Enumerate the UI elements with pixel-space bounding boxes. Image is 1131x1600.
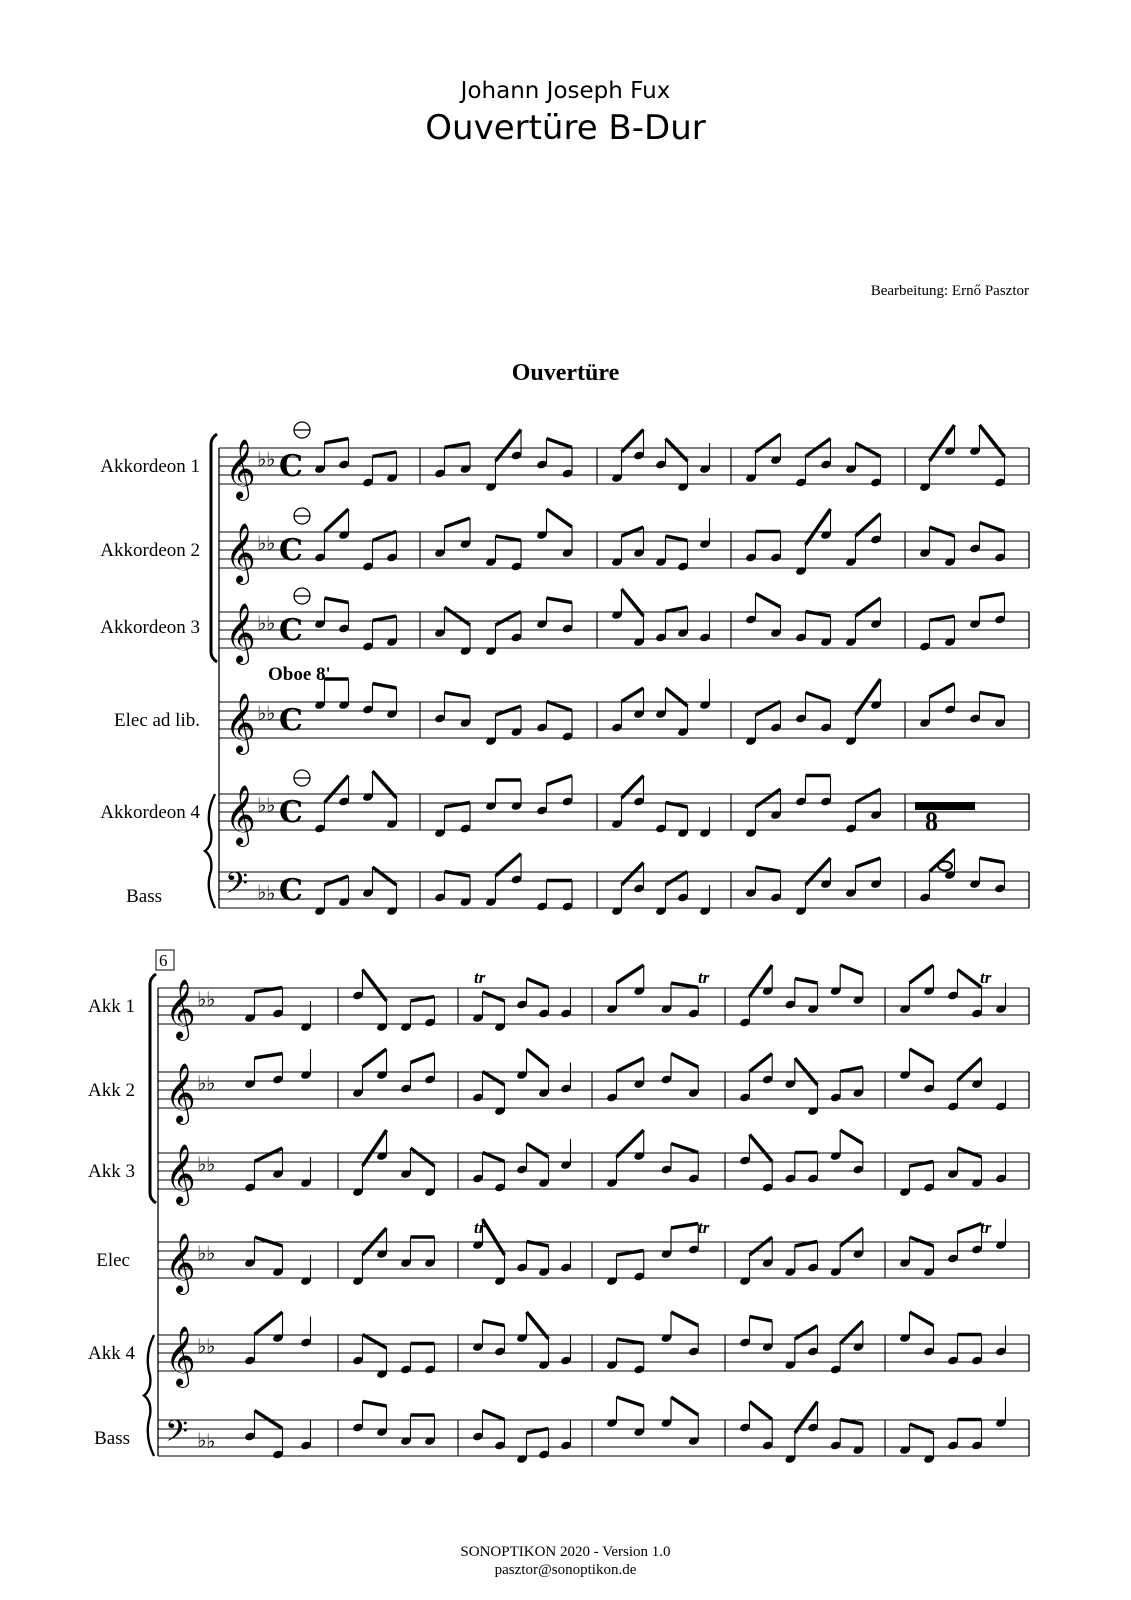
note-beam (856, 598, 881, 616)
note-beam (856, 858, 881, 867)
trill-icon: tr (474, 1218, 486, 1237)
note-beam (527, 1144, 549, 1158)
note-beam (958, 1224, 982, 1233)
note-beam (756, 702, 781, 716)
trill-icon: tr (980, 968, 992, 987)
composer: Johann Joseph Fux (460, 78, 671, 104)
trill-icon: tr (980, 1218, 992, 1237)
flat-icon: ♭ (197, 1071, 207, 1095)
flat-icon: ♭ (206, 1071, 216, 1095)
treble-clef-icon: 𝄞 (165, 1233, 196, 1293)
bass-clef-icon: 𝄢 (225, 867, 249, 908)
note-beam (622, 430, 644, 453)
note-beam (325, 598, 349, 603)
note-beam (547, 702, 573, 711)
note-beam (496, 612, 522, 626)
note-beam (806, 509, 831, 545)
note-beam (856, 789, 881, 803)
note-beam (496, 536, 522, 541)
flat-icon: ♭ (197, 1334, 207, 1358)
note-beam (980, 594, 1005, 599)
flat-icon: ♭ (197, 1241, 207, 1265)
flat-icon: ♭ (266, 793, 276, 817)
whole-note (938, 862, 952, 871)
multirest-bar (915, 802, 975, 810)
common-time-icon: C (279, 703, 303, 738)
flat-icon: ♭ (206, 1334, 216, 1358)
note-beam (547, 439, 573, 448)
note-beam (622, 688, 644, 702)
note-beam (255, 1054, 283, 1059)
treble-clef-icon: 𝄞 (225, 523, 256, 583)
brace (144, 1335, 154, 1456)
note-beam (325, 439, 349, 444)
note-beam (958, 970, 982, 988)
note-beam (547, 776, 573, 785)
flat-icon: ♭ (206, 987, 216, 1011)
note-beam (445, 693, 471, 698)
treble-clef-icon: 𝄞 (225, 603, 256, 663)
note-beam (840, 1067, 863, 1072)
note-beam (980, 425, 1005, 457)
flat-icon: ♭ (266, 701, 276, 725)
note-beam (373, 616, 397, 621)
note-beam (255, 1312, 283, 1335)
flat-icon: ♭ (257, 701, 267, 725)
note-beam (483, 1219, 505, 1255)
note-beam (363, 970, 387, 1002)
note-beam (411, 1054, 435, 1063)
multirest-count: 8 (925, 807, 938, 836)
treble-clef-icon: 𝄞 (165, 979, 196, 1039)
note-beam (856, 679, 881, 715)
note-beam (980, 693, 1005, 698)
note-beam (750, 1054, 773, 1072)
arranger-credit: Bearbeitung: Ernő Pasztor (870, 283, 1029, 299)
note-beam (671, 983, 698, 988)
instrument-name: Akk 2 (88, 1080, 135, 1101)
note-beam (445, 443, 471, 448)
treble-clef-icon: 𝄞 (225, 693, 256, 753)
flat-icon: ♭ (257, 531, 267, 555)
instrument-name: Akk 4 (88, 1343, 135, 1364)
note-beam (527, 1049, 549, 1067)
note-beam (840, 1228, 863, 1246)
bracket (150, 974, 156, 1203)
note-beam (622, 776, 644, 799)
treble-clef-icon: 𝄞 (165, 1144, 196, 1204)
note-beam (840, 965, 863, 974)
note-beam (411, 1148, 435, 1166)
flat-icon: ♭ (257, 793, 267, 817)
note-beam (445, 607, 471, 625)
note-beam (617, 1058, 644, 1072)
note-beam (671, 1224, 698, 1229)
note-beam (795, 979, 818, 984)
note-beam (795, 1326, 818, 1340)
flat-icon: ♭ (257, 447, 267, 471)
note-beam (756, 594, 781, 608)
note-beam (617, 1397, 644, 1406)
note-beam (840, 1321, 863, 1344)
flat-icon: ♭ (197, 1152, 207, 1176)
note-beam (617, 965, 644, 983)
instrument-name: Akk 3 (88, 1161, 135, 1182)
note-beam (617, 1339, 644, 1344)
common-time-icon: C (279, 449, 303, 484)
flat-icon: ♭ (266, 531, 276, 555)
note-beam (980, 858, 1005, 863)
note-beam (373, 452, 397, 457)
note-beam (671, 1312, 698, 1326)
flat-icon: ♭ (266, 881, 276, 905)
note-beam (666, 872, 688, 886)
flat-icon: ♭ (197, 987, 207, 1011)
note-beam (483, 1411, 505, 1420)
note-beam (666, 607, 688, 612)
bracket (211, 434, 217, 662)
note-beam (910, 965, 934, 983)
note-beam (910, 1312, 934, 1326)
note-beam (483, 1072, 505, 1086)
treble-clef-icon: 𝄞 (165, 1326, 196, 1386)
bass-clef-icon: 𝄢 (165, 1415, 189, 1456)
instrument-name: Bass (94, 1428, 130, 1449)
note-beam (930, 684, 955, 698)
register-label: Oboe 8' (268, 664, 331, 685)
note-beam (483, 1153, 505, 1162)
instrument-name: Bass (126, 886, 162, 907)
note-beam (840, 1130, 863, 1144)
note-beam (527, 979, 549, 988)
note-beam (547, 598, 573, 603)
note-beam (666, 536, 688, 541)
instrument-name: Akk 1 (88, 996, 135, 1017)
trill-icon: tr (698, 968, 710, 987)
note-beam (445, 518, 471, 527)
flat-icon: ♭ (206, 1152, 216, 1176)
note-beam (930, 616, 955, 621)
note-beam (496, 854, 522, 877)
note-beam (363, 1130, 387, 1166)
note-beam (666, 688, 688, 706)
note-beam (750, 1402, 773, 1420)
note-beam (756, 789, 781, 807)
flat-icon: ♭ (257, 611, 267, 635)
note-beam (363, 1049, 387, 1067)
flat-icon: ♭ (197, 1428, 207, 1452)
trill-icon: tr (698, 1218, 710, 1237)
note-beam (750, 1237, 773, 1255)
note-beam (373, 867, 397, 885)
treble-clef-icon: 𝄞 (225, 439, 256, 499)
flat-icon: ♭ (257, 880, 267, 904)
brace (205, 794, 215, 908)
note-beam (856, 514, 881, 537)
note-beam (255, 1148, 283, 1162)
measure-number: 6 (159, 951, 168, 970)
common-time-icon: C (279, 873, 303, 908)
note-beam (750, 1317, 773, 1322)
note-beam (671, 1054, 698, 1068)
note-beam (547, 509, 573, 527)
note-beam (671, 1397, 698, 1415)
flat-icon: ♭ (266, 447, 276, 471)
note-beam (363, 1402, 387, 1407)
instrument-name: Akkordeon 1 (100, 456, 200, 477)
note-beam (373, 532, 397, 541)
note-beam (750, 1135, 773, 1162)
note-beam (980, 523, 1005, 532)
movement-title: Ouvertüre (511, 360, 620, 386)
note-beam (756, 867, 781, 872)
note-beam (856, 443, 881, 457)
note-beam (483, 1321, 505, 1326)
common-time-icon: C (279, 795, 303, 830)
note-beam (325, 509, 349, 532)
note-beam (806, 693, 831, 702)
flat-icon: ♭ (266, 611, 276, 635)
note-beam (756, 434, 781, 452)
instrument-name: Akkordeon 4 (100, 802, 200, 823)
common-time-icon: C (279, 613, 303, 648)
flat-icon: ♭ (206, 1429, 216, 1453)
note-beam (373, 684, 397, 689)
instrument-name: Akkordeon 2 (100, 540, 200, 561)
common-time-icon: C (279, 533, 303, 568)
note-beam (363, 1335, 387, 1349)
note-beam (622, 863, 644, 886)
flat-icon: ♭ (206, 1241, 216, 1265)
treble-clef-icon: 𝄞 (225, 785, 256, 845)
note-beam (666, 439, 688, 462)
instrument-name: Elec ad lib. (114, 710, 200, 731)
treble-clef-icon: 𝄞 (165, 1063, 196, 1123)
work-title: Ouvertüre B-Dur (425, 108, 706, 148)
note-beam (671, 1144, 698, 1153)
footer-email: pasztor@sonoptikon.de (494, 1562, 637, 1578)
instrument-name: Elec (96, 1250, 130, 1271)
note-beam (910, 1049, 934, 1063)
trill-icon: tr (474, 968, 486, 987)
note-beam (958, 1058, 982, 1081)
footer-version: SONOPTIKON 2020 - Version 1.0 (460, 1544, 671, 1560)
instrument-name: Akkordeon 3 (100, 617, 200, 638)
note-beam (930, 425, 955, 461)
